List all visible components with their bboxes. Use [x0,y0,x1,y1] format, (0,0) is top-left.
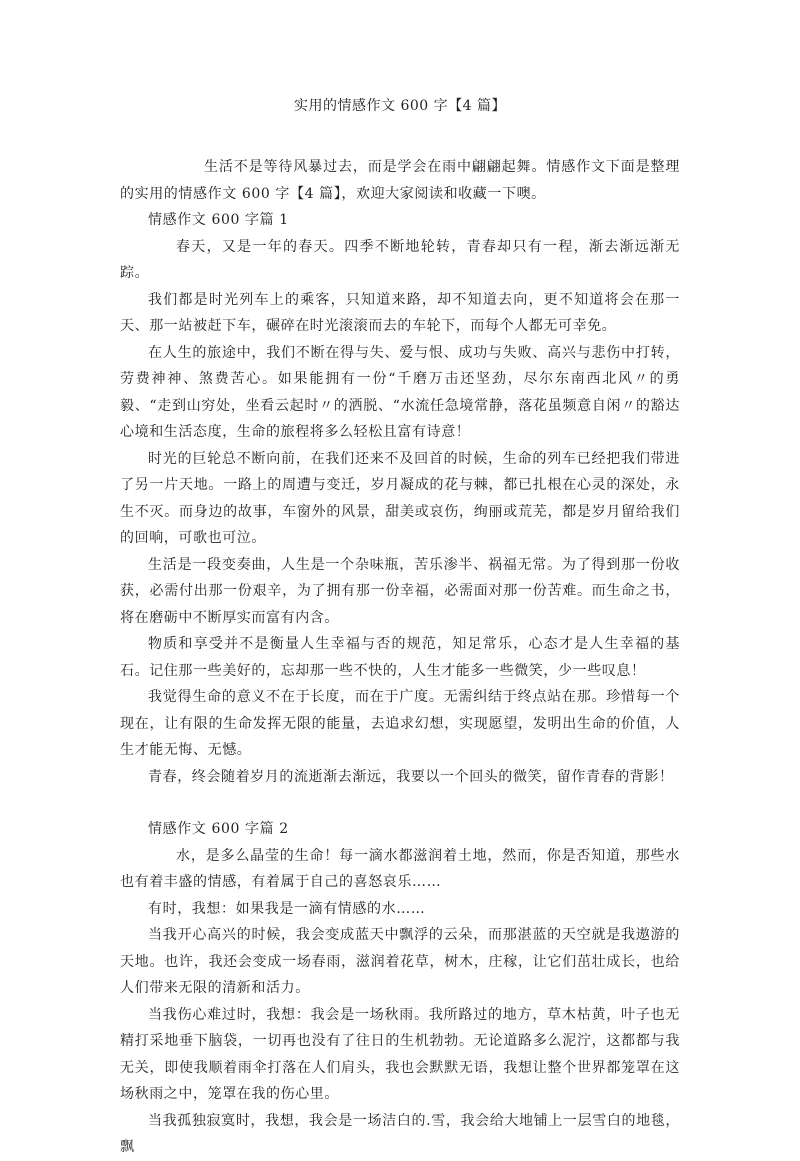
section-2-paragraph-5: 当我孤独寂寞时，我想，我会是一场洁白的.雪，我会给大地铺上一层雪白的地毯，飘 [120,1112,680,1155]
section-1-paragraph-4: 时光的巨轮总不断向前，在我们还来不及回首的时候，生命的列车已经把我们带进了另一片天地。一路上的周遭与变迁，岁月凝成的花与棘，都已扎根在心灵的深处，永生不灭。而身边的故事，车窗外的风景，甜美或哀伤，绚丽或荒芜，都是岁月留给我们的回响，可歌也可泣。 [120,450,680,546]
section-gap [120,790,680,816]
section-2-paragraph-3: 当我开心高兴的时候，我会变成蓝天中飘浮的云朵，而那湛蓝的天空就是我遨游的天地。也许，我还会变成一场春雨，滋润着花草，树木，庄稼，让它们茁壮成长，也给人们带来无限的清新和活力。 [120,927,680,996]
section-1-paragraph-1: 春天，又是一年的春天。四季不断地轮转，青春却只有一程，渐去渐远渐无踪。 [120,238,680,281]
document-body [120,154,680,1161]
section-2-heading: 情感作文 600 字篇 2 [148,821,289,837]
intro-paragraph: 生活不是等待风暴过去，而是学会在雨中翩翩起舞。情感作文下面是整理的实用的情感作文 600 字【4 篇】，欢迎大家阅读和收藏一下噢。 [120,159,680,202]
section-1-paragraph-3: 在人生的旅途中，我们不断在得与失、爱与恨、成功与失败、高兴与悲伤中打转，劳费神神、煞费苦心。如果能拥有一份“千磨万击还坚劲，尽尔东南西北风〃的勇毅、“走到山穷处，坐看云起时〃的洒脱、“水流任急境常静，落花虽频意自闲〃的豁达心境和生活态度，生命的旅程将多么轻松且富有诗意！ [120,344,680,440]
section-1-paragraph-8: 青春，终会随着岁月的流逝渐去渐远，我要以一个回头的微笑，留作青春的背影！ [148,768,674,785]
document-title: 实用的情感作文 600 字【4 篇】 [294,98,506,114]
section-2-paragraph-4: 当我伤心难过时，我想：我会是一场秋雨。我所路过的地方，草木枯黄，叶子也无精打采地垂下脑袋，一切再也没有了往日的生机勃勃。无论道路多么泥泞，这都都与我无关，即使我顺着雨伞打落在人们肩头，我也会默默无语，我想让整个世界都笼罩在这场秋雨之中，笼罩在我的伤心里。 [120,1006,680,1102]
section-1-heading: 情感作文 600 字篇 1 [148,212,289,228]
section-2-paragraph-2: 有时，我想：如果我是一滴有情感的水…… [148,900,426,917]
section-2-paragraph-1: 水，是多么晶莹的生命！每一滴水都滋润着土地，然而，你是否知道，那些水也有着丰盛的情感，有着属于自己的喜怒哀乐…… [120,847,680,890]
section-1-paragraph-6: 物质和享受并不是衡量人生幸福与否的规范，知足常乐，心态才是人生幸福的基石。记住那一些美好的，忘却那一些不快的，人生才能多一些微笑，少一些叹息！ [120,636,680,679]
section-1-paragraph-7: 我觉得生命的意义不在于长度，而在于广度。无需纠结于终点站在那。珍惜每一个现在，让有限的生命发挥无限的能量，去追求幻想，实现愿望，发明出生命的价值，人生才能无悔、无憾。 [120,689,680,758]
section-1-paragraph-5: 生活是一段变奏曲，人生是一个杂味瓶，苦乐渗半、祸福无常。为了得到那一份收获，必需付出那一份艰辛，为了拥有那一份幸福，必需面对那一份苦难。而生命之书，将在磨砺中不断厚实而富有内含。 [120,556,680,626]
section-1-paragraph-2: 我们都是时光列车上的乘客，只知道来路，却不知道去向，更不知道将会在那一天、那一站被赶下车，碾碎在时光滚滚而去的车轮下，而每个人都无可幸免。 [120,291,680,334]
